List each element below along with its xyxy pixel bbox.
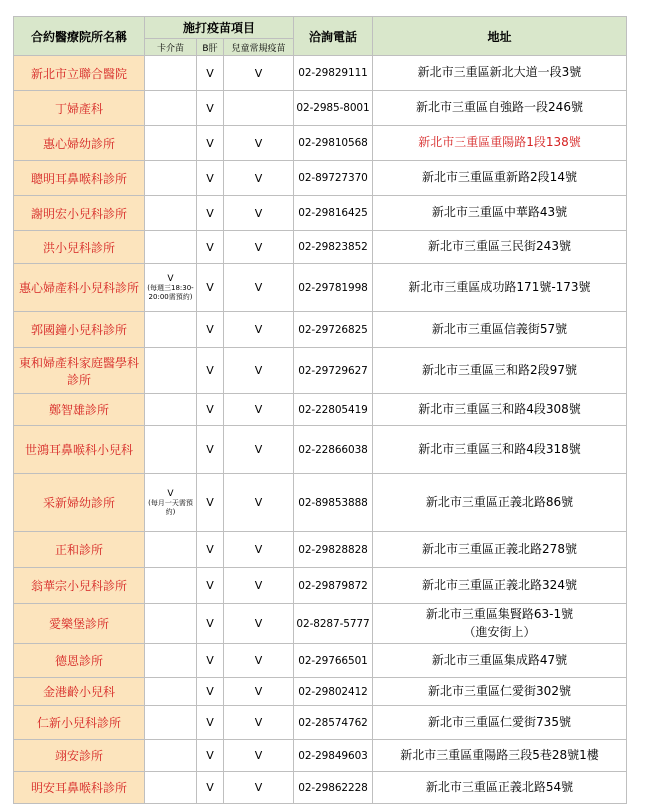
address-note: （進安街上） (463, 624, 536, 639)
address-line: 新北市三重區三和路4段308號 (418, 401, 581, 416)
child-vaccine-cell: V (224, 644, 294, 678)
hepb-cell: V (197, 678, 224, 706)
clinic-name-cell: 仁新小兒科診所 (14, 706, 145, 740)
phone-cell: 02-89853888 (294, 474, 373, 532)
address-cell (373, 348, 627, 394)
table-row (14, 126, 627, 161)
phone-cell: 02-29781998 (294, 264, 373, 312)
header-phone: 洽詢電話 (294, 17, 373, 56)
header-vaccine-items: 施打疫苗項目 (145, 17, 294, 39)
phone-cell: 02-29879872 (294, 568, 373, 604)
address-line: 新北市三重區正義北路324號 (422, 577, 577, 592)
phone-cell: 02-29816425 (294, 196, 373, 231)
clinic-vaccine-table (13, 16, 627, 804)
bcg-cell (145, 312, 197, 348)
child-vaccine-cell: V (224, 772, 294, 804)
table-row (14, 604, 627, 644)
table-row (14, 678, 627, 706)
bcg-cell (145, 196, 197, 231)
hepb-cell: V (197, 56, 224, 91)
address-cell (373, 126, 627, 161)
bcg-cell (145, 772, 197, 804)
address-line: 新北市三重區正義北路278號 (422, 541, 577, 556)
hepb-cell: V (197, 126, 224, 161)
clinic-name-cell: 惠心婦幼診所 (14, 126, 145, 161)
table-row (14, 426, 627, 474)
table-row (14, 231, 627, 264)
clinic-name-cell: 金港齡小兒科 (14, 678, 145, 706)
table-row (14, 348, 627, 394)
bcg-note: (每週三18:30-20:00需預約) (147, 284, 194, 301)
clinic-name-cell: 郭國鐘小兒科診所 (14, 312, 145, 348)
address-cell (373, 312, 627, 348)
child-vaccine-cell (224, 91, 294, 126)
address-cell (373, 231, 627, 264)
clinic-name-cell: 鄭智雄診所 (14, 394, 145, 426)
address-cell (373, 394, 627, 426)
table-row (14, 264, 627, 312)
table-row (14, 312, 627, 348)
child-vaccine-cell: V (224, 312, 294, 348)
address-line: 新北市三重區正義北路86號 (425, 494, 574, 509)
phone-cell: 02-29849603 (294, 740, 373, 772)
address-line: 新北市三重區集成路47號 (431, 652, 568, 667)
address-cell (373, 196, 627, 231)
hepb-cell: V (197, 231, 224, 264)
header-child-routine: 兒童常規疫苗 (224, 39, 294, 56)
child-vaccine-cell: V (224, 394, 294, 426)
address-cell (373, 604, 627, 644)
bcg-mark: V (167, 489, 174, 500)
address-line: 新北市三重區正義北路54號 (425, 779, 574, 794)
clinic-name-cell: 新北市立聯合醫院 (14, 56, 145, 91)
clinic-name-cell: 洪小兒科診所 (14, 231, 145, 264)
bcg-cell (145, 604, 197, 644)
address-cell (373, 740, 627, 772)
child-vaccine-cell: V (224, 196, 294, 231)
hepb-cell: V (197, 644, 224, 678)
bcg-cell (145, 644, 197, 678)
hepb-cell: V (197, 426, 224, 474)
child-vaccine-cell: V (224, 532, 294, 568)
address-line: 新北市三重區信義街57號 (431, 321, 568, 336)
table-row (14, 196, 627, 231)
address-line: 新北市三重區三和路2段97號 (422, 362, 577, 377)
bcg-note: (每月一天需預約) (148, 499, 193, 516)
hepb-cell: V (197, 196, 224, 231)
clinic-name-cell: 德恩診所 (14, 644, 145, 678)
address-cell (373, 264, 627, 312)
bcg-cell (145, 56, 197, 91)
bcg-cell (145, 91, 197, 126)
bcg-cell (145, 394, 197, 426)
address-cell (373, 161, 627, 196)
phone-cell: 02-22866038 (294, 426, 373, 474)
child-vaccine-cell: V (224, 264, 294, 312)
child-vaccine-cell: V (224, 604, 294, 644)
phone-cell: 02-29810568 (294, 126, 373, 161)
address-line: 新北市三重區成功路171號-173號 (408, 279, 591, 294)
address-cell (373, 678, 627, 706)
table-row (14, 568, 627, 604)
hepb-cell: V (197, 740, 224, 772)
hepb-cell: V (197, 532, 224, 568)
bcg-mark: V (167, 274, 174, 285)
child-vaccine-cell: V (224, 706, 294, 740)
child-vaccine-cell: V (224, 126, 294, 161)
phone-cell: 02-8287-5777 (294, 604, 373, 644)
hepb-cell: V (197, 91, 224, 126)
child-vaccine-cell: V (224, 740, 294, 772)
header-clinic-name: 合約醫療院所名稱 (14, 17, 145, 56)
table-row (14, 56, 627, 91)
phone-cell: 02-29829111 (294, 56, 373, 91)
bcg-cell (145, 264, 197, 312)
bcg-cell (145, 231, 197, 264)
address-line: 新北市三重區重陽路1段138號 (418, 135, 581, 150)
child-vaccine-cell: V (224, 426, 294, 474)
hepb-cell: V (197, 568, 224, 604)
bcg-cell (145, 568, 197, 604)
child-vaccine-cell: V (224, 56, 294, 91)
address-line: 新北市三重區重陽路三段5巷28號1樓 (400, 747, 599, 762)
clinic-name-cell: 東和婦產科家庭醫學科診所 (14, 348, 145, 394)
bcg-cell (145, 348, 197, 394)
hepb-cell: V (197, 474, 224, 532)
phone-cell: 02-2985-8001 (294, 91, 373, 126)
bcg-cell (145, 161, 197, 196)
bcg-cell (145, 706, 197, 740)
hepb-cell: V (197, 161, 224, 196)
table-row (14, 474, 627, 532)
clinic-name-cell: 正和診所 (14, 532, 145, 568)
address-line: 新北市三重區新北大道一段3號 (417, 65, 582, 80)
header-address: 地址 (373, 17, 627, 56)
phone-cell: 02-22805419 (294, 394, 373, 426)
address-cell (373, 426, 627, 474)
address-cell (373, 772, 627, 804)
address-line: 新北市三重區仁愛街302號 (428, 683, 571, 698)
table-row (14, 644, 627, 678)
table-body (14, 56, 627, 804)
phone-cell: 02-29726825 (294, 312, 373, 348)
address-line: 新北市三重區自強路一段246號 (416, 100, 583, 115)
table-row (14, 161, 627, 196)
table-row (14, 532, 627, 568)
phone-cell: 02-29766501 (294, 644, 373, 678)
phone-cell: 02-29828828 (294, 532, 373, 568)
child-vaccine-cell: V (224, 568, 294, 604)
address-line: 新北市三重區三民街243號 (428, 239, 571, 254)
child-vaccine-cell: V (224, 474, 294, 532)
clinic-name-cell: 丁婦產科 (14, 91, 145, 126)
address-cell (373, 91, 627, 126)
header-bcg: 卡介苗 (145, 39, 197, 56)
clinic-name-cell: 明安耳鼻喉科診所 (14, 772, 145, 804)
address-line: 新北市三重區中華路43號 (431, 205, 568, 220)
child-vaccine-cell: V (224, 161, 294, 196)
bcg-cell (145, 678, 197, 706)
child-vaccine-cell: V (224, 231, 294, 264)
hepb-cell: V (197, 348, 224, 394)
address-cell (373, 532, 627, 568)
hepb-cell: V (197, 312, 224, 348)
bcg-cell (145, 126, 197, 161)
bcg-cell (145, 474, 197, 532)
table-row (14, 394, 627, 426)
address-line: 新北市三重區三和路4段318號 (418, 441, 581, 456)
phone-cell: 02-29802412 (294, 678, 373, 706)
phone-cell: 02-29729627 (294, 348, 373, 394)
hepb-cell: V (197, 264, 224, 312)
address-cell (373, 644, 627, 678)
phone-cell: 02-29823852 (294, 231, 373, 264)
address-cell (373, 56, 627, 91)
table-row (14, 91, 627, 126)
phone-cell: 02-28574762 (294, 706, 373, 740)
clinic-name-cell: 謝明宏小兒科診所 (14, 196, 145, 231)
table-row (14, 740, 627, 772)
address-line: 新北市三重區重新路2段14號 (422, 170, 577, 185)
phone-cell: 02-89727370 (294, 161, 373, 196)
child-vaccine-cell: V (224, 678, 294, 706)
address-line: 新北市三重區集賢路63-1號 (425, 607, 574, 622)
address-cell (373, 706, 627, 740)
child-vaccine-cell: V (224, 348, 294, 394)
address-line: 新北市三重區仁愛街735號 (428, 714, 571, 729)
hepb-cell: V (197, 772, 224, 804)
clinic-name-cell: 翁華宗小兒科診所 (14, 568, 145, 604)
clinic-name-cell: 聰明耳鼻喉科診所 (14, 161, 145, 196)
bcg-cell (145, 532, 197, 568)
clinic-name-cell: 采新婦幼診所 (14, 474, 145, 532)
clinic-name-cell: 翊安診所 (14, 740, 145, 772)
bcg-cell (145, 740, 197, 772)
header-hepb: B肝 (197, 39, 224, 56)
clinic-name-cell: 愛樂堡診所 (14, 604, 145, 644)
table-row (14, 706, 627, 740)
table-row (14, 772, 627, 804)
clinic-name-cell: 世鴻耳鼻喉科小兒科 (14, 426, 145, 474)
hepb-cell: V (197, 604, 224, 644)
address-cell (373, 474, 627, 532)
phone-cell: 02-29862228 (294, 772, 373, 804)
hepb-cell: V (197, 394, 224, 426)
bcg-cell (145, 426, 197, 474)
clinic-name-cell: 惠心婦產科小兒科診所 (14, 264, 145, 312)
address-cell (373, 568, 627, 604)
hepb-cell: V (197, 706, 224, 740)
